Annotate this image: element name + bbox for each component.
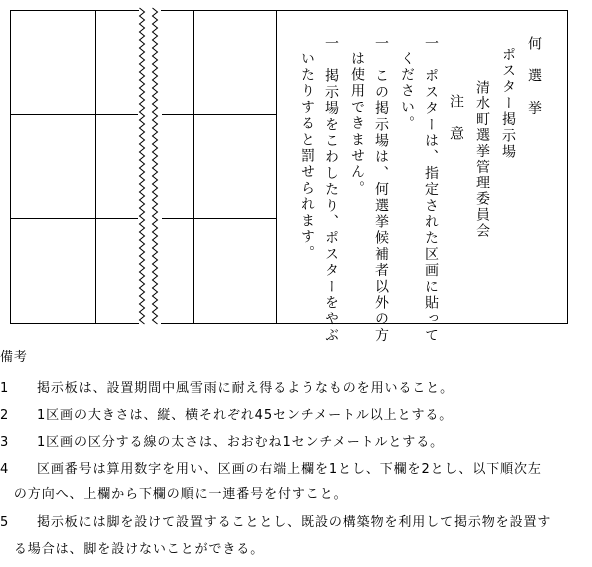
remark-item-1: 1 掲示板は、設置期間中風雪雨に耐え得るようなものを用いること。 bbox=[0, 381, 454, 396]
rule-3-line-1: 一 掲示場をこわしたり、ポスターをやぶ bbox=[323, 36, 339, 344]
remark-item-4: 4 区画番号は算用数字を用い、区画の右端上欄を1とし、下欄を2とし、以下順次左 bbox=[0, 462, 542, 477]
rule-2-line-2: は使用できません。 bbox=[349, 51, 365, 197]
rule-2-line-1: 一 この掲示場は、何選挙候補者以外の方 bbox=[373, 36, 389, 344]
committee-name: 清水町選挙管理委員会 bbox=[474, 80, 490, 239]
remark-item-5-continued: る場合は、脚を設けないことができる。 bbox=[0, 542, 265, 557]
election-title: 何 選 挙 bbox=[526, 36, 542, 117]
remark-item-5: 5 掲示板には脚を設けて設置することとし、既設の構築物を利用して掲示物を設置す bbox=[0, 515, 552, 530]
remark-item-2: 2 1区画の大きさは、縦、横それぞれ45センチメートル以上とする。 bbox=[0, 408, 454, 423]
remark-item-3: 3 1区画の区分する線の太さは、おおむね1センチメートルとする。 bbox=[0, 435, 444, 450]
remark-item-4-continued: の方向へ、上欄から下欄の順に一連番号を付すこと。 bbox=[0, 487, 348, 502]
remarks-heading: 備考 bbox=[0, 350, 28, 365]
rule-3-line-2: いたりすると罰せられます。 bbox=[299, 51, 315, 262]
rule-1-line-2: ください。 bbox=[399, 51, 415, 132]
rule-1-line-1: 一 ポスターは、指定された区画に貼って bbox=[423, 36, 439, 344]
poster-board-title: ポスター掲示場 bbox=[500, 47, 516, 161]
notice-title: 注 意 bbox=[448, 94, 464, 143]
